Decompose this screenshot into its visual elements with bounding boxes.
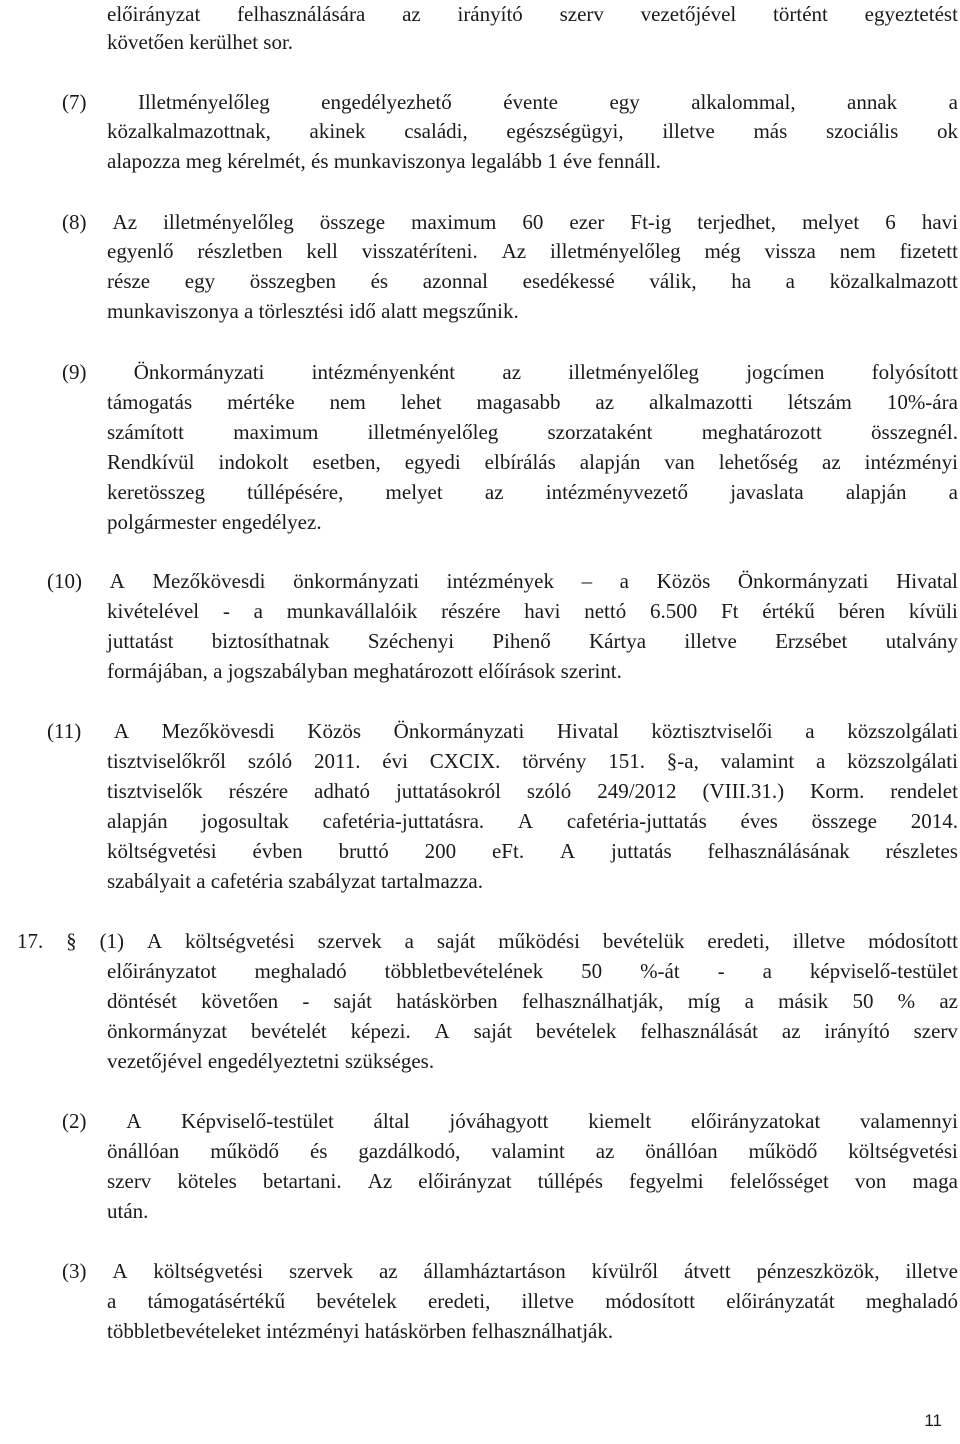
text-line: önállóan működő és gazdálkodó, valamint az önállóan működő költségvetési [107, 1139, 958, 1163]
text-line: polgármester engedélyez. [107, 510, 322, 534]
text-line: (2) A Képviselő-testület által jóváhagyott kiemelt előirányzatokat valamennyi [62, 1109, 958, 1133]
text-line: (11) A Mezőkövesdi Közös Önkormányzati Hivatal köztisztviselői a közszolgálati [47, 719, 958, 743]
text-line: döntését követően - saját hatáskörben felhasználhatják, míg a másik 50 % az [107, 989, 958, 1013]
text-line: költségvetési évben bruttó 200 eFt. A juttatás felhasználásának részletes [107, 839, 958, 863]
text-line: juttatást biztosíthatnak Széchenyi Pihenő Kártya illetve Erzsébet utalvány [107, 629, 958, 653]
text-line: (3) A költségvetési szervek az államháztartáson kívülről átvett pénzeszközök, illetve [62, 1259, 958, 1283]
text-line: előirányzat felhasználására az irányító szerv vezetőjével történt egyeztetést [107, 2, 958, 26]
text-line: számított maximum illetményelőleg szorzataként meghatározott összegnél. [107, 420, 958, 444]
page-number: 11 [924, 1411, 942, 1430]
text-line: támogatás mértéke nem lehet magasabb az alkalmazotti létszám 10%-ára [107, 390, 958, 414]
text-line: többletbevételeket intézményi hatáskörben felhasználhatják. [107, 1319, 614, 1343]
text-line: keretösszeg túllépésére, melyet az intézményvezető javaslata alapján a [107, 480, 958, 504]
text-line: követően kerülhet sor. [107, 30, 294, 54]
text-line: önkormányzat bevételét képezi. A saját bevételek felhasználását az irányító szerv [107, 1019, 958, 1043]
text-line: (9) Önkormányzati intézményenként az illetményelőleg jogcímen folyósított [62, 360, 958, 384]
text-line: után. [107, 1199, 149, 1223]
text-line: tisztviselők részére adható juttatásokról szóló 249/2012 (VIII.31.) Korm. rendelet [107, 779, 958, 803]
text-line: (8) Az illetményelőleg összege maximum 60 ezer Ft-ig terjedhet, melyet 6 havi [62, 210, 958, 234]
text-line: alapján jogosultak cafetéria-juttatásra. A cafetéria-juttatás éves összege 2014. [107, 809, 958, 833]
text-line: közalkalmazottnak, akinek családi, egészségügyi, illetve más szociális ok [107, 119, 958, 143]
text-line: szerv köteles betartani. Az előirányzat túllépés fegyelmi felelősséget von maga [107, 1169, 958, 1193]
text-line: egyenlő részletben kell visszatéríteni. Az illetményelőleg még vissza nem fizetett [107, 239, 958, 263]
text-line: kivételével - a munkavállalóik részére havi nettó 6.500 Ft értékű béren kívüli [107, 599, 958, 623]
text-line: alapozza meg kérelmét, és munkaviszonya legalább 1 éve fennáll. [107, 149, 661, 173]
text-line: tisztviselőkről szóló 2011. évi CXCIX. törvény 151. §-a, valamint a közszolgálati [107, 749, 958, 773]
text-line: szabályait a cafetéria szabályzat tartalmazza. [107, 869, 483, 893]
text-line: (10) A Mezőkövesdi önkormányzati intézmények – a Közös Önkormányzati Hivatal [47, 569, 958, 593]
text-line: (7) Illetményelőleg engedélyezhető évente egy alkalommal, annak a [62, 90, 958, 114]
text-line: vezetőjével engedélyeztetni szükséges. [107, 1049, 435, 1073]
text-line: a támogatásértékű bevételek eredeti, illetve módosított előirányzatát meghaladó [107, 1289, 958, 1313]
text-line: formájában, a jogszabályban meghatározott előírások szerint. [107, 659, 622, 683]
text-line: munkaviszonya a törlesztési idő alatt megszűnik. [107, 299, 519, 323]
text-line: 17. § (1) A költségvetési szervek a saját működési bevételük eredeti, illetve módosított [17, 929, 958, 953]
text-line: része egy összegben és azonnal esedékessé válik, ha a közalkalmazott [107, 269, 958, 293]
text-line: Rendkívül indokolt esetben, egyedi elbírálás alapján van lehetőség az intézményi [107, 450, 958, 474]
text-line: előirányzatot meghaladó többletbevételének 50 %-át - a képviselő-testület [107, 959, 958, 983]
